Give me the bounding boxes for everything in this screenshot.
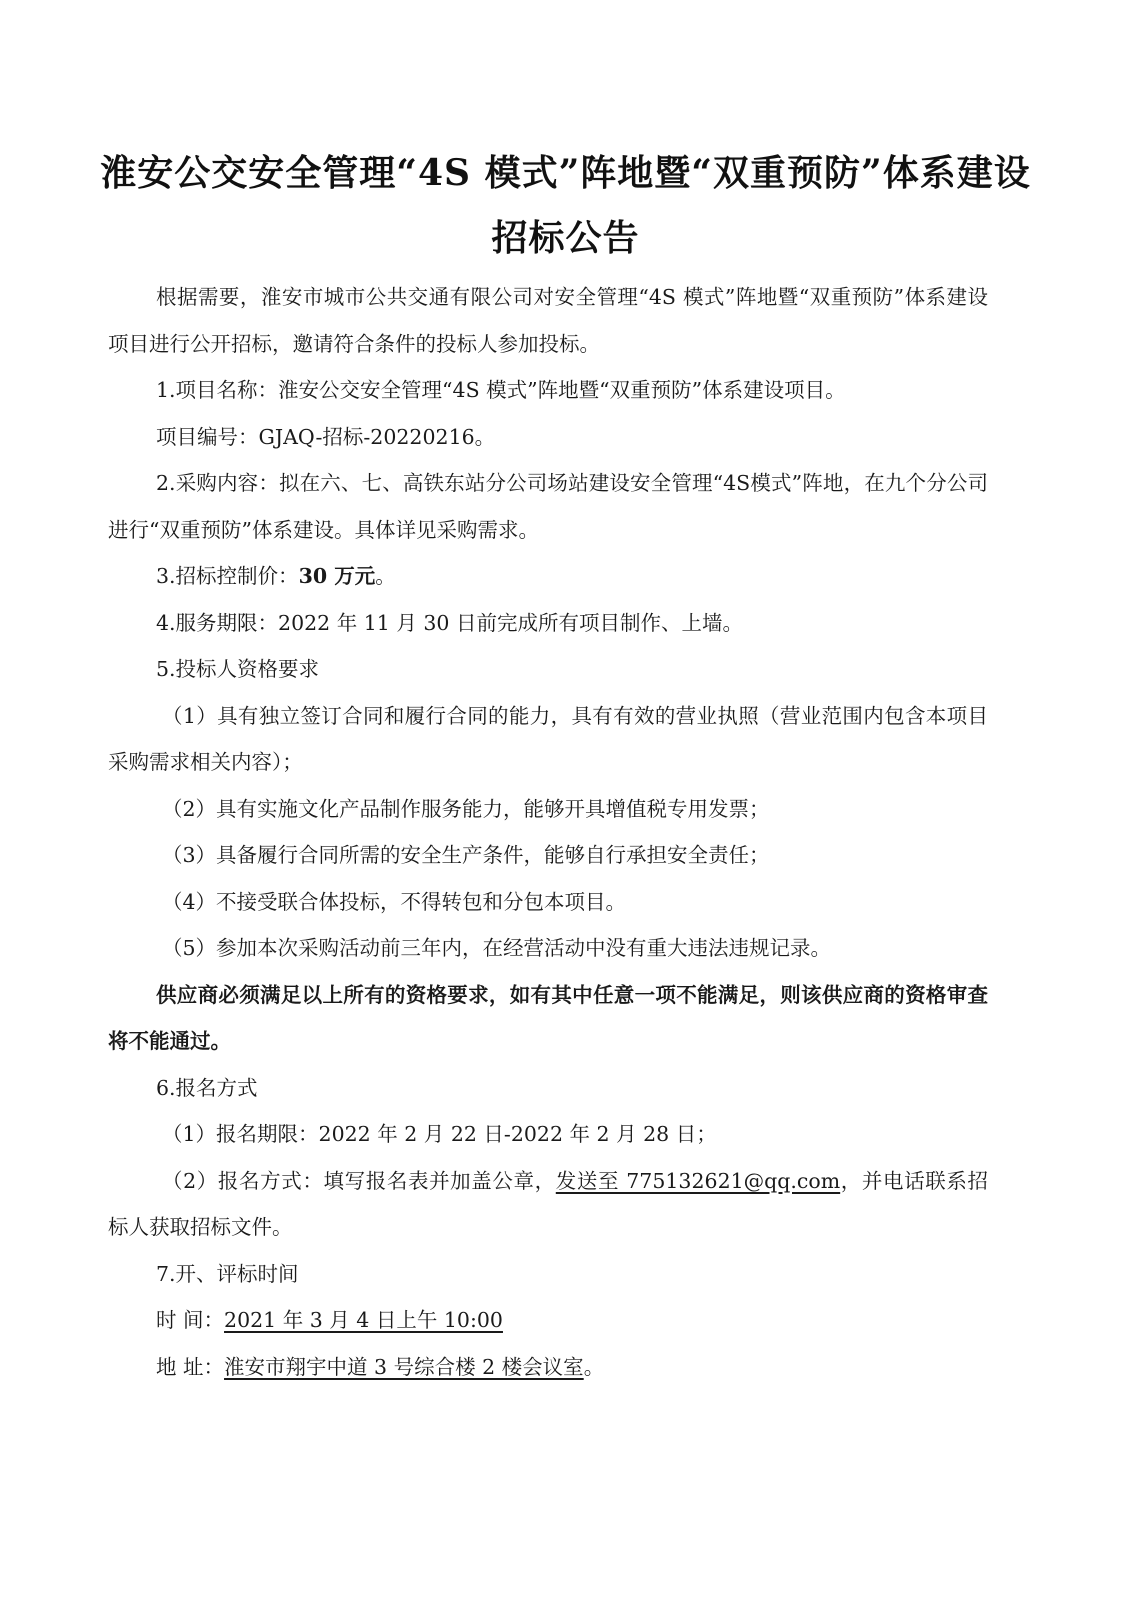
bid-opening-address bbox=[108, 1344, 988, 1391]
qualification-item-5: （5）参加本次采购活动前三年内，在经营活动中没有重大违法违规记录。 bbox=[162, 936, 832, 960]
procurement-content: 2.采购内容：拟在六、七、高铁东站分公司场站建设安全管理“4S模式”阵地，在九个分公司进行“双重预防”体系建设。具体详见采购需求。 bbox=[108, 471, 988, 542]
intro-paragraph: 根据需要，淮安市城市公共交通有限公司对安全管理“4S 模式”阵地暨“双重预防”体系建设项目进行公开招标，邀请符合条件的投标人参加投标。 bbox=[108, 285, 988, 356]
control-price-value: 30 万元 bbox=[298, 564, 376, 588]
registration-period: （1）报名期限：2022 年 2 月 22 日-2022 年 2 月 28 日； bbox=[162, 1122, 717, 1146]
control-price-label: 3.招标控制价： bbox=[156, 564, 299, 588]
address-value: 淮安市翔宇中道 3 号综合楼 2 楼会议室 bbox=[224, 1354, 584, 1379]
qualification-item-3: （3）具备履行合同所需的安全生产条件，能够自行承担安全责任； bbox=[162, 843, 770, 867]
registration-heading: 6.报名方式 bbox=[156, 1075, 258, 1100]
announcement-body bbox=[108, 274, 988, 1390]
time-label: 时 间： bbox=[156, 1308, 225, 1332]
bid-opening-time bbox=[108, 1297, 988, 1344]
registration-method-end: ，并电话联系招标人获取招标文件。 bbox=[108, 1168, 989, 1239]
registration-method bbox=[108, 1158, 988, 1251]
control-price bbox=[108, 553, 988, 600]
project-code: 项目编号：GJAQ-招标-20220216。 bbox=[156, 424, 496, 449]
time-value: 2021 年 3 月 4 日上午 10:00 bbox=[224, 1308, 503, 1332]
bid-opening-heading: 7.开、评标时间 bbox=[156, 1261, 299, 1286]
service-period: 4.服务期限：2022 年 11 月 30 日前完成所有项目制作、上墙。 bbox=[156, 610, 743, 635]
qualification-item-1: （1）具有独立签订合同和履行合同的能力，具有有效的营业执照（营业范围内包含本项目采购需求相关内容）； bbox=[108, 703, 988, 774]
qualification-note: 供应商必须满足以上所有的资格要求，如有其中任意一项不能满足，则该供应商的资格审查将不能通过。 bbox=[108, 982, 988, 1053]
project-name: 1.项目名称：淮安公交安全管理“4S 模式”阵地暨“双重预防”体系建设项目。 bbox=[156, 378, 846, 402]
qualification-item-4: （4）不接受联合体投标，不得转包和分包本项目。 bbox=[162, 889, 627, 914]
control-price-end: 。 bbox=[375, 564, 396, 588]
registration-method-text: （2）报名方式：填写报名表并加盖公章， bbox=[162, 1168, 556, 1193]
address-label: 地 址： bbox=[156, 1354, 225, 1379]
qualification-item-2: （2）具有实施文化产品制作服务能力，能够开具增值税专用发票； bbox=[162, 796, 770, 821]
title-line-2: 招标公告 bbox=[491, 217, 640, 259]
address-end: 。 bbox=[583, 1354, 605, 1379]
qualification-heading: 5.投标人资格要求 bbox=[156, 657, 320, 681]
title-line-1: 淮安公交安全管理“4S 模式”阵地暨“双重预防”体系建设 bbox=[100, 152, 1031, 194]
registration-email-link[interactable]: 发送至 775132621@qq.com bbox=[555, 1168, 841, 1193]
